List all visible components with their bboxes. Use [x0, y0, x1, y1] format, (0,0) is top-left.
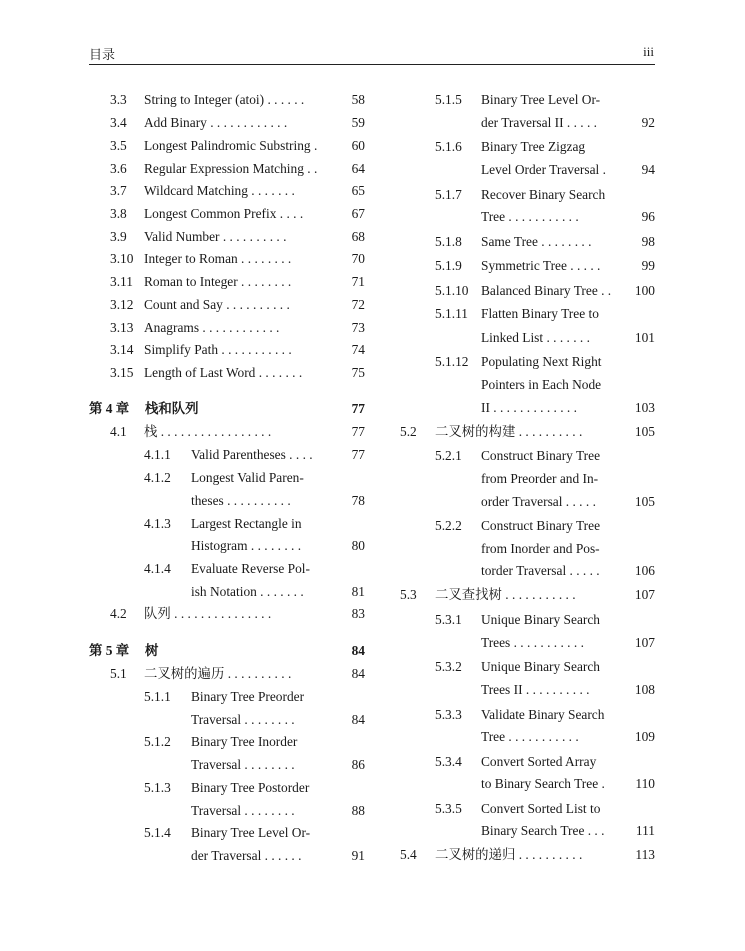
toc-entry-title: Simplify Path . . . . . . . . . . .: [144, 342, 292, 357]
toc-entry-number: 5.1: [110, 666, 127, 681]
toc-entry-number: 5.1.12: [435, 354, 469, 369]
toc-page-number: 84: [351, 666, 365, 681]
toc-entry-title: Roman to Integer . . . . . . . .: [144, 274, 292, 289]
toc-entry-continuation[interactable]: [0, 375, 655, 394]
toc-entry-continuation[interactable]: [0, 328, 655, 347]
toc-entry-title: Traversal . . . . . . . .: [191, 712, 295, 727]
toc-entry-title: Convert Sorted List to: [481, 801, 601, 816]
toc-entry-continuation[interactable]: [0, 774, 655, 793]
toc-entry-number: 5.1.5: [435, 92, 462, 107]
toc-entry-continuation[interactable]: [0, 207, 655, 226]
toc-entry-title: Count and Say . . . . . . . . . .: [144, 297, 290, 312]
toc-page-number: 65: [351, 183, 365, 198]
toc-entry-title: to Binary Search Tree .: [481, 776, 605, 791]
toc-page-number: 84: [351, 712, 365, 727]
toc-page-number: 67: [351, 206, 365, 221]
toc-entry-title: der Traversal . . . . . .: [191, 848, 302, 863]
toc-entry-number: 5.1.7: [435, 187, 462, 202]
toc-entry-number: 5.1.8: [435, 234, 462, 249]
toc-entry-number: 4.1.1: [144, 447, 171, 462]
toc-entry[interactable]: [0, 845, 655, 864]
toc-entry[interactable]: [0, 446, 655, 465]
toc-entry-title: Evaluate Reverse Pol-: [191, 561, 310, 576]
toc-entry-number: 5.4: [400, 847, 417, 862]
toc-page-number: 96: [641, 209, 655, 224]
toc-entry-number: 5.3.5: [435, 801, 462, 816]
toc-entry-title: Recover Binary Search: [481, 187, 606, 202]
toc-entry-number: 5.1.10: [435, 283, 469, 298]
toc-entry-title: der Traversal II . . . . .: [481, 115, 598, 130]
toc-entry-title: 树: [145, 643, 159, 658]
toc-entry-title: Binary Tree Inorder: [191, 734, 298, 749]
toc-entry-title: Construct Binary Tree: [481, 518, 601, 533]
toc-entry[interactable]: [0, 352, 655, 371]
toc-entry-title: Length of Last Word . . . . . . .: [144, 365, 303, 380]
toc-page-number: 107: [634, 635, 655, 650]
toc-entry-title: Trees II . . . . . . . . . .: [481, 682, 590, 697]
toc-entry-title: Add Binary . . . . . . . . . . . .: [144, 115, 288, 130]
toc-entry-number: 3.10: [110, 251, 134, 266]
toc-entry-number: 3.11: [110, 274, 133, 289]
toc-entry-title: Traversal . . . . . . . .: [191, 803, 295, 818]
toc-page-number: 94: [641, 162, 655, 177]
toc-entry-title: Balanced Binary Tree . .: [481, 283, 612, 298]
toc-page-number: 110: [635, 776, 655, 791]
toc-entry-number: 3.4: [110, 115, 127, 130]
toc-entry-title: Level Order Traversal .: [481, 162, 606, 177]
toc-entry-title: 二叉树的构建 . . . . . . . . . .: [435, 424, 583, 439]
toc-page-number: 58: [351, 92, 365, 107]
page-number-header: iii: [643, 44, 654, 59]
toc-entry[interactable]: [0, 422, 655, 441]
toc-entry-number: 3.12: [110, 297, 134, 312]
toc-page-number: 103: [634, 400, 655, 415]
toc-entry-continuation[interactable]: [0, 680, 655, 699]
toc-page-number: 98: [641, 234, 655, 249]
toc-entry-title: Traversal . . . . . . . .: [191, 757, 295, 772]
toc-entry-title: Anagrams . . . . . . . . . . . .: [144, 320, 280, 335]
toc-entry-title: Valid Number . . . . . . . . . .: [144, 229, 287, 244]
toc-entry-title: Binary Tree Preorder: [191, 689, 305, 704]
toc-entry-number: 5.1.6: [435, 139, 462, 154]
toc-page-number: 88: [351, 803, 365, 818]
toc-page-number: 109: [634, 729, 655, 744]
toc-entry-title: Construct Binary Tree: [481, 448, 601, 463]
toc-entry-title: Binary Tree Postorder: [191, 780, 310, 795]
toc-page-number: 86: [351, 757, 365, 772]
toc-entry[interactable]: [0, 585, 655, 604]
toc-entry-title: 栈和队列: [145, 401, 199, 416]
toc-entry-title: Regular Expression Matching . .: [144, 161, 318, 176]
toc-entry-title: Tree . . . . . . . . . . .: [481, 729, 579, 744]
toc-entry-title: 二叉树的递归 . . . . . . . . . .: [435, 847, 583, 862]
toc-entry-title: Integer to Roman . . . . . . . .: [144, 251, 292, 266]
toc-entry-continuation[interactable]: [0, 727, 655, 746]
toc-entry[interactable]: [0, 232, 655, 251]
toc-entry-continuation[interactable]: [0, 633, 655, 652]
toc-page-number: 113: [635, 847, 655, 862]
toc-page-number: 92: [641, 115, 655, 130]
toc-page-number: 81: [351, 584, 365, 599]
toc-entry-title: Unique Binary Search: [481, 612, 600, 627]
toc-entry-number: 3.15: [110, 365, 134, 380]
toc-entry-title: Binary Tree Zigzag: [481, 139, 586, 154]
toc-page-number: 99: [641, 258, 655, 273]
toc-entry-number: 3.8: [110, 206, 127, 221]
toc-page-number: 72: [351, 297, 365, 312]
toc-entry-title: Trees . . . . . . . . . . .: [481, 635, 584, 650]
toc-entry-number: 5.2: [400, 424, 417, 439]
toc-entry-title: Pointers in Each Node: [481, 377, 602, 392]
toc-page-number: 64: [351, 161, 365, 176]
toc-entry-number: 4.2: [110, 606, 127, 621]
toc-entry-title: Symmetric Tree . . . . .: [481, 258, 601, 273]
toc-entry-continuation[interactable]: [0, 469, 655, 488]
toc-entry-number: 5.1.1: [144, 689, 171, 704]
toc-entry-number: 4.1: [110, 424, 127, 439]
toc-entry-continuation[interactable]: [0, 539, 655, 558]
toc-page-number: 70: [351, 251, 365, 266]
toc-entry[interactable]: [0, 304, 655, 323]
toc-entry-title: Longest Common Prefix . . . .: [144, 206, 304, 221]
toc-page-number: 78: [351, 493, 365, 508]
toc-entry[interactable]: [0, 610, 655, 629]
toc-entry-number: 5.1.4: [144, 825, 171, 840]
toc-entry-title: 栈 . . . . . . . . . . . . . . . . .: [144, 424, 272, 439]
toc-page-number: 83: [351, 606, 365, 621]
toc-entry[interactable]: [0, 752, 655, 771]
toc-entry-title: order Traversal . . . . .: [481, 494, 596, 509]
toc-entry-number: 5.1.3: [144, 780, 171, 795]
toc-entry-number: 3.3: [110, 92, 127, 107]
toc-entry-continuation[interactable]: [0, 113, 655, 132]
toc-entry-number: 3.14: [110, 342, 134, 357]
toc-entry-title: ish Notation . . . . . . .: [191, 584, 304, 599]
toc-entry-continuation[interactable]: [0, 160, 655, 179]
toc-entry-title: Binary Search Tree . . .: [481, 823, 605, 838]
toc-entry-number: 3.5: [110, 138, 127, 153]
toc-entry-number: 5.3.4: [435, 754, 462, 769]
toc-page-number: 91: [351, 848, 365, 863]
toc-entry-title: Flatten Binary Tree to: [481, 306, 599, 321]
toc-page-number: 84: [351, 643, 365, 658]
toc-entry[interactable]: [0, 281, 655, 300]
toc-page-number: 77: [351, 424, 365, 439]
toc-page-number: 111: [635, 823, 655, 838]
toc-entry-number: 3.13: [110, 320, 134, 335]
toc-page-number: 60: [351, 138, 365, 153]
toc-entry-number: 3.6: [110, 161, 127, 176]
toc-entry-title: Linked List . . . . . . .: [481, 330, 590, 345]
toc-entry-title: Same Tree . . . . . . . .: [481, 234, 592, 249]
toc-entry-number: 第 4 章: [89, 401, 130, 416]
toc-entry[interactable]: [0, 516, 655, 535]
toc-page-number: 77: [351, 447, 365, 462]
toc-entry-title: String to Integer (atoi) . . . . . .: [144, 92, 305, 107]
toc-entry-number: 5.2.2: [435, 518, 462, 533]
toc-entry-number: 4.1.3: [144, 516, 171, 531]
toc-page-number: 68: [351, 229, 365, 244]
toc-entry-number: 4.1.2: [144, 470, 171, 485]
toc-entry-continuation[interactable]: [0, 561, 655, 580]
toc-entry-title: Valid Parentheses . . . .: [191, 447, 313, 462]
toc-page-number: 71: [351, 274, 365, 289]
toc-entry[interactable]: [0, 657, 655, 676]
toc-entry-title: theses . . . . . . . . . .: [191, 493, 291, 508]
toc-entry-number: 5.1.9: [435, 258, 462, 273]
toc-entry[interactable]: [0, 185, 655, 204]
toc-page-number: 107: [634, 587, 655, 602]
toc-page-number: 105: [634, 424, 655, 439]
toc-entry-number: 5.3.1: [435, 612, 462, 627]
toc-page-number: 108: [634, 682, 655, 697]
toc-entry-title: Validate Binary Search: [481, 707, 605, 722]
toc-entry-title: 二叉树的遍历 . . . . . . . . . .: [144, 666, 292, 681]
toc-entry-number: 4.1.4: [144, 561, 171, 576]
toc-entry-title: Binary Tree Level Or-: [481, 92, 601, 107]
toc-entry-title: Wildcard Matching . . . . . . .: [144, 183, 295, 198]
toc-entry-title: from Preorder and In-: [481, 471, 599, 486]
toc-entry-title: Convert Sorted Array: [481, 754, 597, 769]
toc-entry-continuation[interactable]: [0, 492, 655, 511]
toc-entry-title: 队列 . . . . . . . . . . . . . . .: [144, 606, 272, 621]
toc-page-number: 74: [351, 342, 365, 357]
toc-entry-continuation[interactable]: [0, 398, 655, 417]
toc-page-number: 105: [634, 494, 655, 509]
toc-entry[interactable]: [0, 799, 655, 818]
toc-entry-title: Largest Rectangle in: [191, 516, 302, 531]
toc-entry[interactable]: [0, 705, 655, 724]
toc-entry-title: Longest Valid Paren-: [191, 470, 304, 485]
toc-entry-title: Longest Palindromic Substring .: [144, 138, 318, 153]
page-header-left: 目录: [89, 47, 116, 62]
toc-entry[interactable]: [0, 256, 655, 275]
toc-page-number: 73: [351, 320, 365, 335]
toc-page-number: 106: [634, 563, 655, 578]
toc-entry-number: 3.9: [110, 229, 127, 244]
toc-entry-title: Binary Tree Level Or-: [191, 825, 311, 840]
toc-entry-title: Populating Next Right: [481, 354, 602, 369]
toc-page-number: 75: [351, 365, 365, 380]
toc-page-number: 101: [634, 330, 655, 345]
toc-entry-title: Tree . . . . . . . . . . .: [481, 209, 579, 224]
toc-page-number: 80: [351, 538, 365, 553]
toc-entry-number: 5.3.3: [435, 707, 462, 722]
toc-entry-number: 5.3: [400, 587, 417, 602]
toc-entry-continuation[interactable]: [0, 821, 655, 840]
toc-page-number: 59: [351, 115, 365, 130]
toc-entry-title: from Inorder and Pos-: [481, 541, 600, 556]
header-rule: [89, 64, 655, 65]
toc-entry-number: 5.2.1: [435, 448, 462, 463]
toc-page-number: 77: [351, 401, 365, 416]
toc-entry-number: 3.7: [110, 183, 127, 198]
toc-entry-number: 5.3.2: [435, 659, 462, 674]
toc-entry[interactable]: [0, 90, 655, 109]
toc-entry-title: Unique Binary Search: [481, 659, 600, 674]
toc-page-number: 100: [634, 283, 655, 298]
toc-entry-title: Histogram . . . . . . . .: [191, 538, 302, 553]
toc-entry-title: 二叉查找树 . . . . . . . . . . .: [435, 587, 576, 602]
toc-entry[interactable]: [0, 137, 655, 156]
toc-entry-number: 5.1.11: [435, 306, 468, 321]
toc-entry-number: 第 5 章: [89, 643, 130, 658]
toc-entry-title: II . . . . . . . . . . . . .: [481, 400, 577, 415]
toc-entry-title: torder Traversal . . . . .: [481, 563, 600, 578]
toc-entry-number: 5.1.2: [144, 734, 171, 749]
